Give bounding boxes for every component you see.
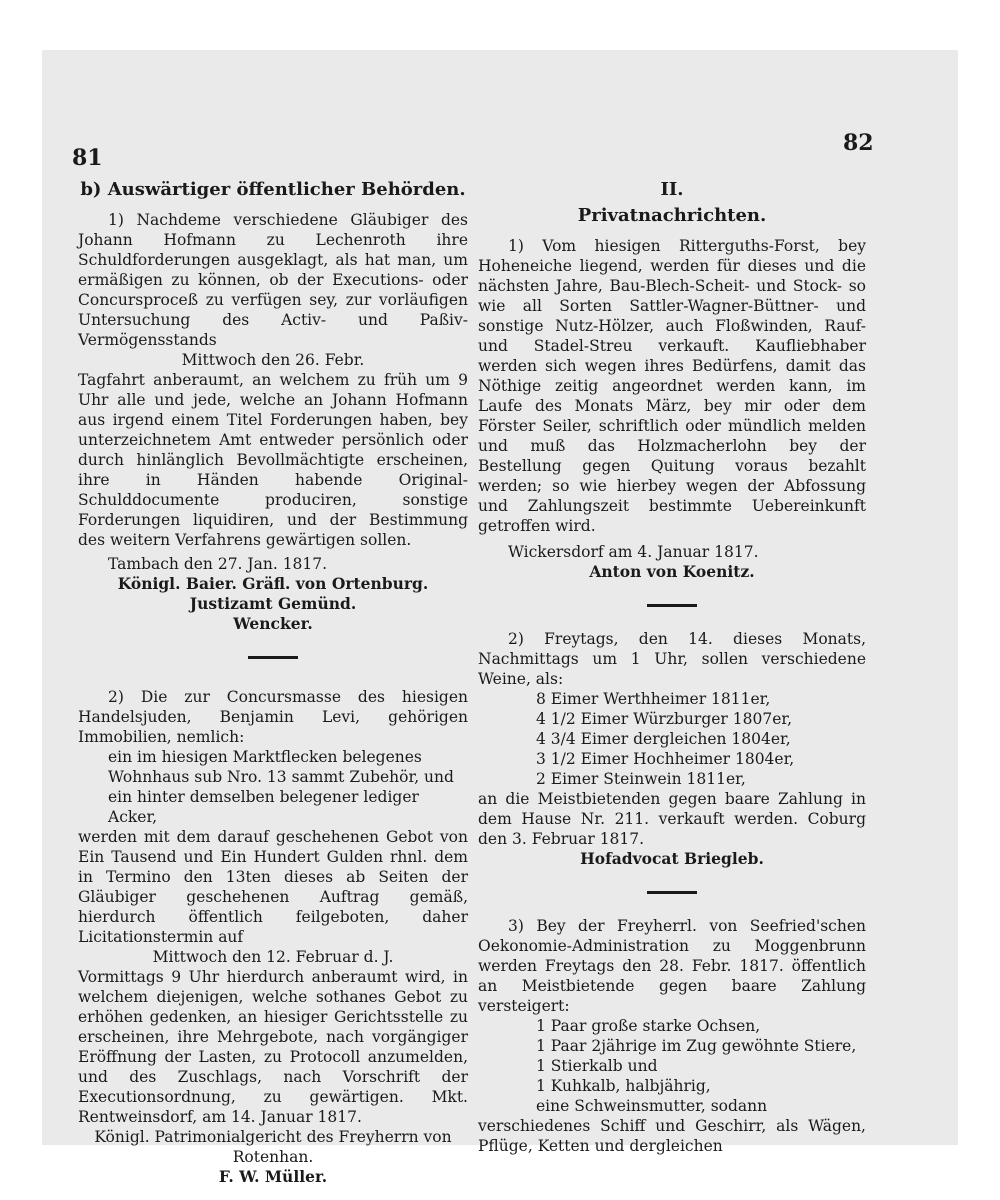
list-item: 1 Kuhkalb, halbjährig, <box>536 1077 711 1095</box>
list-item: 3 1/2 Eimer Hochheimer 1804er, <box>536 750 795 768</box>
left-heading: b) Auswärtiger öffentlicher Behörden. <box>80 179 466 200</box>
list-item: 4 3/4 Eimer dergleichen 1804er, <box>536 730 791 748</box>
right-divider-2 <box>647 891 697 894</box>
list-item: 2 Eimer Steinwein 1811er, <box>536 770 746 788</box>
right-heading: Privatnachrichten. <box>577 205 767 226</box>
right-divider-1 <box>647 604 697 607</box>
left-divider <box>248 656 298 659</box>
list-item: 8 Eimer Werthheimer 1811er, <box>536 690 771 708</box>
notice2-date-line: Mittwoch den 12. Februar d. J. <box>152 948 394 966</box>
notice1-place-date: Tambach den 27. Jan. 1817. <box>108 555 328 573</box>
notice2-intro: 2) Die zur Concursmasse des hiesigen Handelsjuden, Benjamin Levi, gehörigen Immobilien, nemlich: <box>78 688 468 746</box>
list-item: 1 Paar 2jährige im Zug gewöhnte Stiere, <box>536 1037 857 1055</box>
list-item: 4 1/2 Eimer Würzburger 1807er, <box>536 710 792 728</box>
private-notice1-place-date: Wickersdorf am 4. Januar 1817. <box>508 543 759 561</box>
private-notice2-body: an die Meistbietenden gegen baare Zahlung in dem Hause Nr. 211. verkauft werden. Coburg den 3. Februar 1817. <box>478 790 866 848</box>
notice2-item: ein im hiesigen Marktflecken belegenes Wohnhaus sub Nro. 13 sammt Zubehör, und ein hinter demselben belegener lediger Acker, <box>108 748 454 826</box>
private-notice2-signature: Hofadvocat Briegleb. <box>580 849 764 868</box>
notice2-body2: Vormittags 9 Uhr hierdurch anberaumt wird, in welchem diejenigen, welche sothanes Gebot zu erhöhen gedenken, an hiesiger Gerichtsstelle zu erscheinen, ihre Mehrgebote, nach vorgängiger Eröffnung der Lasten, zu Protocoll anzumelden, und des Zuschlags, nach Vorschrift der Executionsordnung, zu gewärtigen. Mkt. Rentweinsdorf, am 14. Januar 1817. <box>78 968 468 1126</box>
livestock-list <box>478 1016 866 1116</box>
left-page-number: 81 <box>72 145 103 171</box>
notice1-authority: Königl. Baier. Gräfl. von Ortenburg. Justizamt Gemünd. <box>117 574 429 613</box>
list-item: eine Schweinsmutter, sodann <box>536 1097 768 1115</box>
list-item: 1 Stierkalb und <box>536 1057 658 1075</box>
left-column <box>78 180 468 1187</box>
list-item: 1 Paar große starke Ochsen, <box>536 1017 761 1035</box>
wine-list <box>478 689 866 789</box>
notice2-signature: F. W. Müller. <box>218 1167 328 1186</box>
private-notice1-signature: Anton von Koenitz. <box>589 562 755 581</box>
section-number: II. <box>660 179 684 200</box>
notice1-signature: Wencker. <box>233 614 313 633</box>
private-notice1-body: 1) Vom hiesigen Ritterguths-Forst, bey Hoheneiche liegend, werden für dieses und die nächsten Jahre, Bau-Blech-Scheit- und Stock- so wie all Sorten Sattler-Wagner-Büttner- und sonstige Nutz-Hölzer, auch Floßwinden, Rauf- und Stadel-Streu verkauft. Kaufliebhaber werden sich wegen ihres Bedürfens, damit das Nöthige zeitig angeordnet werden kann, im Laufe des Monats März, bey mir oder dem Förster Seiler, schriftlich oder mündlich melden und muß das Holzmacherlohn bey der Bestellung gegen Quitung voraus bezahlt werden; so wie hierbey wegen der Abfossung und Zahlungszeit bestimmte Uebereinkunft getroffen wird. <box>478 237 866 535</box>
notice2-authority: Königl. Patrimonialgericht des Freyherrn von Rotenhan. <box>94 1128 452 1166</box>
right-column <box>478 180 866 1156</box>
notice1-date-line: Mittwoch den 26. Febr. <box>181 351 365 369</box>
private-notice3-body: verschiedenes Schiff und Geschirr, als Wägen, Pflüge, Ketten und dergleichen <box>478 1117 866 1155</box>
right-page-number: 82 <box>843 130 874 156</box>
private-notice3-intro: 3) Bey der Freyherrl. von Seefried'schen Oekonomie-Administration zu Moggenbrunn werden Freytags den 28. Febr. 1817. öffentlich an Meistbietende gegen baare Zahlung versteigert: <box>478 917 866 1015</box>
private-notice2-intro: 2) Freytags, den 14. dieses Monats, Nachmittags um 1 Uhr, sollen verschiedene Weine, als: <box>478 630 866 688</box>
notice1-body: 1) Nachdeme verschiedene Gläubiger des Johann Hofmann zu Lechenroth ihre Schuldforderungen ausgeklagt, als hat man, um ermäßigen zu können, ob der Executions- oder Concursproceß zu verfügen sey, zur vorläufigen Untersuchung des Activ- und Paßiv-Vermögensstands <box>78 211 468 349</box>
notice1-body2: Tagfahrt anberaumt, an welchem zu früh um 9 Uhr alle und jede, welche an Johann Hofmann aus irgend einem Titel Forderungen haben, bey unterzeichnetem Amt entweder persönlich oder durch hinlänglich Bevollmächtigte erscheinen, ihre in Händen habende Original-Schulddocumente produciren, sonstige Forderungen liquidiren, und der Bestimmung des weitern Verfahrens gewärtigen sollen. <box>78 371 468 549</box>
notice2-body: werden mit dem darauf geschehenen Gebot von Ein Tausend und Ein Hundert Gulden rhnl. dem in Termino den 13ten dieses ab Seiten der Gläubiger geschehenen Auftrag gemäß, hierdurch öffentlich feilgeboten, daher Licitationstermin auf <box>78 828 468 946</box>
